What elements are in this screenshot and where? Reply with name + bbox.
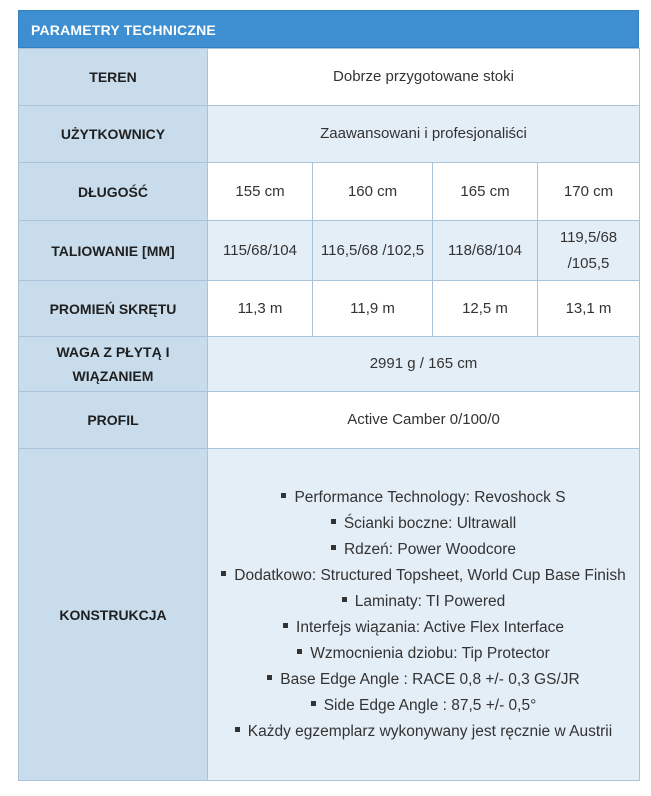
- list-item: [220, 719, 627, 745]
- list-item-text: Performance Technology: Revoshock S: [294, 488, 566, 506]
- value-taliowanie-3: 118/68/104: [433, 221, 538, 281]
- spec-table-container: [18, 10, 639, 781]
- bullet-icon: [331, 519, 336, 524]
- bullet-icon: [221, 571, 226, 576]
- list-item: [220, 693, 627, 719]
- list-item-text: Laminaty: TI Powered: [354, 592, 506, 610]
- row-label-taliowanie: TALIOWANIE [MM]: [19, 221, 208, 281]
- list-item-text: Base Edge Angle : RACE 0,8 +/- 0,3 GS/JR: [280, 670, 580, 688]
- list-item-text: Interfejs wiązania: Active Flex Interface: [296, 618, 564, 636]
- row-uzytkownicy: [19, 106, 640, 163]
- row-konstrukcja: [19, 449, 640, 781]
- value-dlugosc-4: 170 cm: [538, 163, 640, 221]
- row-label-promien: PROMIEŃ SKRĘTU: [19, 281, 208, 337]
- row-label-konstrukcja: KONSTRUKCJA: [19, 449, 208, 781]
- bullet-icon: [311, 701, 316, 706]
- bullet-icon: [281, 493, 286, 498]
- list-item: [220, 667, 627, 693]
- row-teren: [19, 49, 640, 106]
- row-taliowanie: [19, 221, 640, 281]
- bullet-icon: [297, 649, 302, 654]
- value-dlugosc-1: 155 cm: [208, 163, 313, 221]
- bullet-icon: [235, 727, 240, 732]
- list-item-text: Side Edge Angle : 87,5 +/- 0,5°: [323, 696, 537, 714]
- value-teren: Dobrze przygotowane stoki: [208, 49, 640, 106]
- value-dlugosc-3: 165 cm: [433, 163, 538, 221]
- bullet-icon: [283, 623, 288, 628]
- value-uzytkownicy: Zaawansowani i profesjonaliści: [208, 106, 640, 163]
- value-waga: 2991 g / 165 cm: [208, 337, 640, 392]
- list-item-text: Rdzeń: Power Woodcore: [343, 540, 517, 558]
- row-profil: [19, 392, 640, 449]
- row-label-dlugosc: DŁUGOŚĆ: [19, 163, 208, 221]
- value-dlugosc-2: 160 cm: [313, 163, 433, 221]
- bullet-icon: [331, 545, 336, 550]
- row-label-teren: TEREN: [19, 49, 208, 106]
- row-label-waga: WAGA Z PŁYTĄ I WIĄZANIEM: [19, 337, 208, 392]
- bullet-icon: [267, 675, 272, 680]
- row-promien: [19, 281, 640, 337]
- table-header: PARAMETRY TECHNICZNE: [18, 10, 639, 48]
- list-item-text: Każdy egzemplarz wykonywany jest ręcznie w Austrii: [247, 722, 613, 740]
- list-item: [220, 615, 627, 641]
- list-item-text: Ścianki boczne: Ultrawall: [343, 514, 517, 532]
- list-item-text: Wzmocnienia dziobu: Tip Protector: [310, 644, 550, 662]
- row-waga: [19, 337, 640, 392]
- list-item: [220, 641, 627, 667]
- list-item: [220, 537, 627, 563]
- bullet-icon: [342, 597, 347, 602]
- list-item: [220, 563, 627, 589]
- value-taliowanie-2: 116,5/68 /102,5: [313, 221, 433, 281]
- list-item: [220, 589, 627, 615]
- list-item: [220, 511, 627, 537]
- value-promien-2: 11,9 m: [313, 281, 433, 337]
- list-item-text: Dodatkowo: Structured Topsheet, World Cup Base Finish: [234, 566, 626, 584]
- row-dlugosc: [19, 163, 640, 221]
- row-label-uzytkownicy: UŻYTKOWNICY: [19, 106, 208, 163]
- row-label-profil: PROFIL: [19, 392, 208, 449]
- value-promien-3: 12,5 m: [433, 281, 538, 337]
- konstrukcja-list: [212, 481, 635, 749]
- value-profil: Active Camber 0/100/0: [208, 392, 640, 449]
- value-konstrukcja: [208, 449, 640, 781]
- value-promien-1: 11,3 m: [208, 281, 313, 337]
- spec-table: [18, 48, 640, 781]
- list-item: [220, 485, 627, 511]
- value-taliowanie-1: 115/68/104: [208, 221, 313, 281]
- value-taliowanie-4: 119,5/68 /105,5: [538, 221, 640, 281]
- value-promien-4: 13,1 m: [538, 281, 640, 337]
